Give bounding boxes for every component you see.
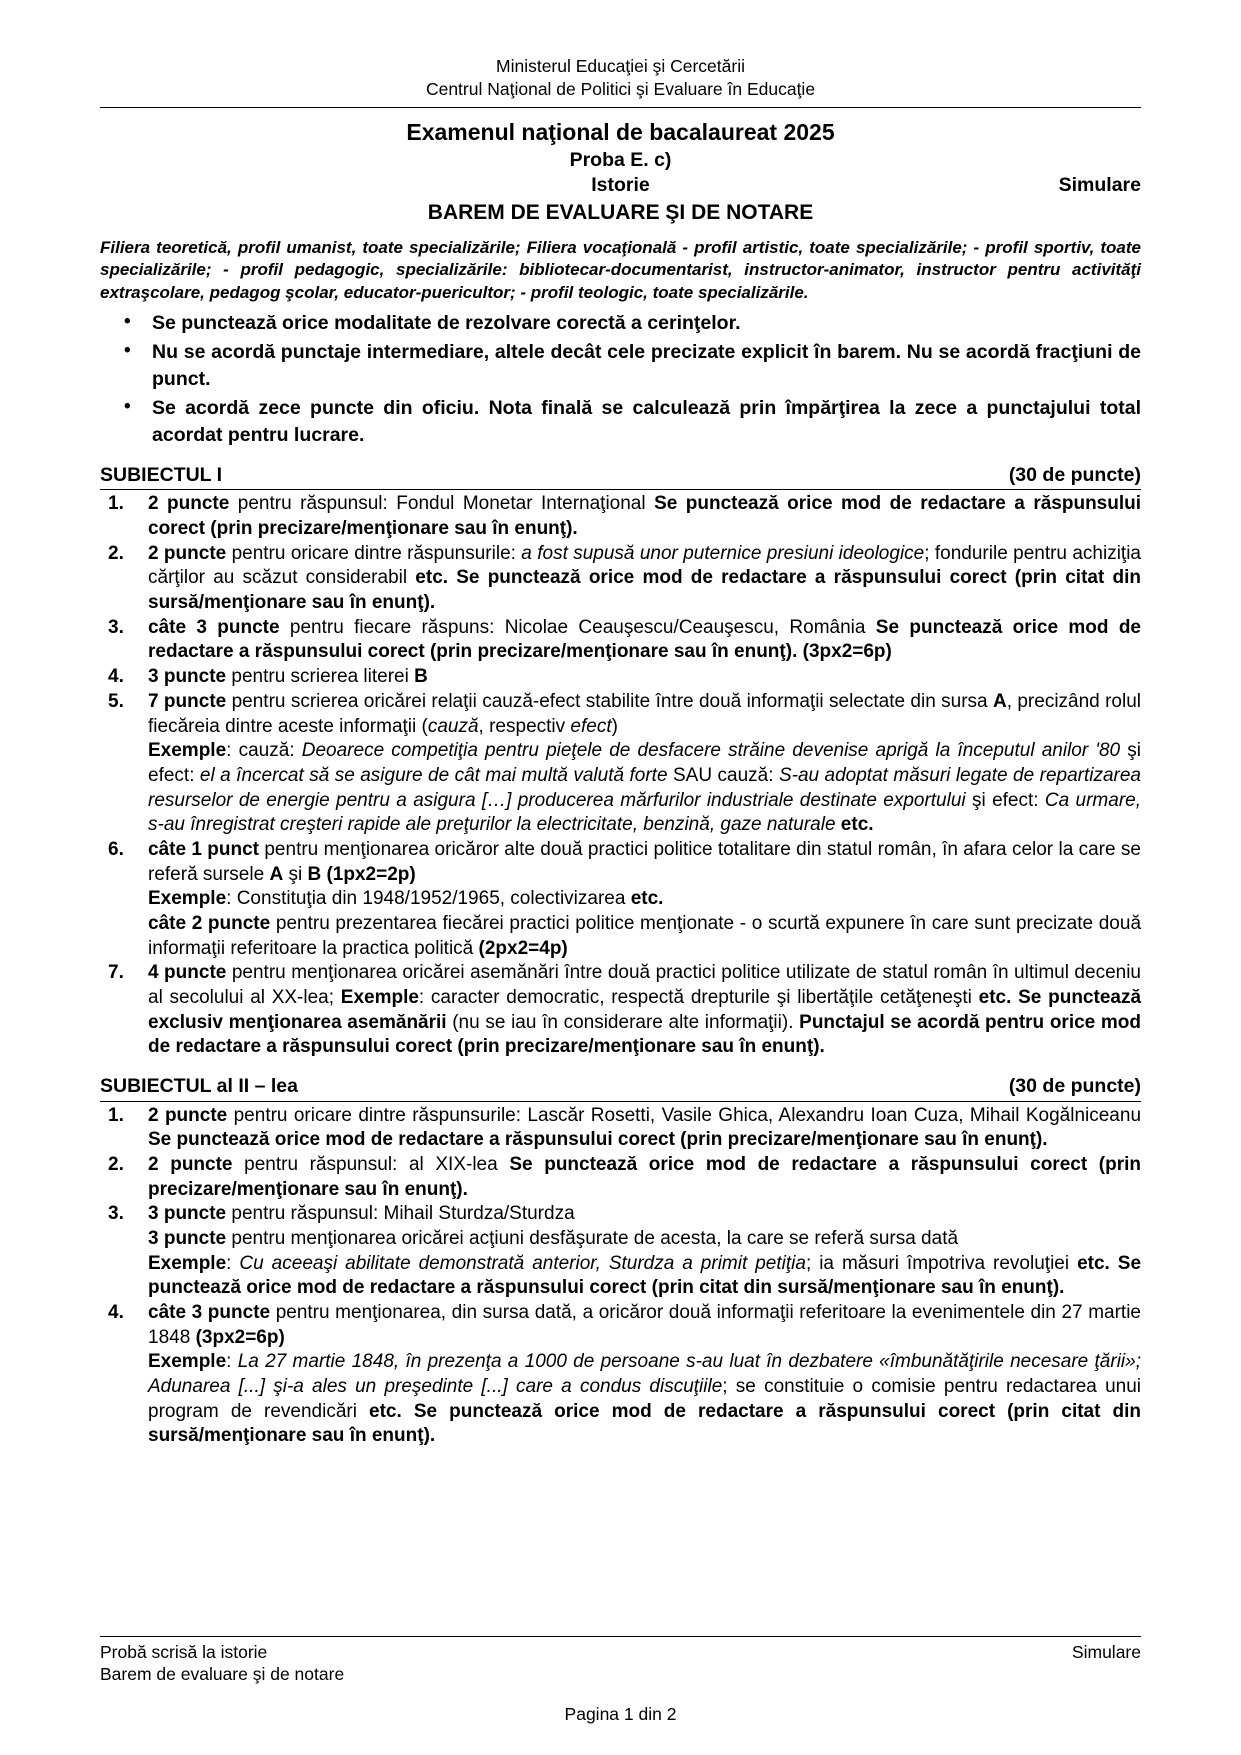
title-block [100,118,1141,227]
footer-left-1: Probă scrisă la istorie [100,1641,268,1662]
barem-item [100,838,1141,961]
footer-divider [100,1636,1141,1637]
section-1-points: (30 de puncte) [1008,464,1141,487]
proba-label: Proba E. c) [569,148,672,171]
ministry-line-1: Ministerul Educaţiei şi Cercetării [496,56,745,76]
barem-item-text: 3 puncte pentru răspunsul: Mihail Sturdza/Sturdza 3 puncte pentru menţionarea oricărei acţiuni desfăşurate de acesta, la care se referă sursa dată Exemple: Cu aceeaşi abilitate demonstrată anterior, Sturdza a primit petiţia; ia măsuri împotriva revoluţiei etc. Se punctează orice mod de redactare a răspunsului corect (prin citat din sursă/menţionare sau în enunţ). [148,1203,1142,1299]
barem-item-text: 2 puncte pentru răspunsul: Fondul Monetar Internaţional Se punctează orice mod de redactare a răspunsului corect (prin precizare/menţionare sau în enunţ). [148,493,1142,540]
barem-item-number: 1. [108,1104,124,1126]
barem-item [100,542,1141,616]
barem-item-number: 4. [108,666,124,688]
barem-item [100,1153,1141,1202]
barem-item [100,1104,1141,1153]
barem-item [100,616,1141,665]
section-1-items [100,492,1141,1060]
barem-item-text: câte 3 puncte pentru fiecare răspuns: Nicolae Ceauşescu/Ceauşescu, România Se punctează orice mod de redactare a răspunsului corect (prin precizare/menţionare sau în enunţ). (3px2=6p) [148,616,1142,663]
footer-row-2 [100,1663,1141,1686]
barem-item [100,665,1141,690]
barem-item-text: 4 puncte pentru menţionarea oricărei asemănări între două practici politice utilizate de statul român în ultimul deceniu al secolului al XX-lea; Exemple: caracter democratic, respectă drepturile şi libertăţile cetăţeneşti etc. Se punctează exclusiv menţionarea asemănării (nu se iau în considerare alte informaţii). Punctajul se acordă pentru orice mod de redactare a răspunsului corect (prin precizare/menţionare sau în enunţ). [148,962,1142,1058]
barem-item [100,690,1141,838]
page-number: Pagina 1 din 2 [564,1704,677,1724]
barem-item-number: 4. [108,1302,124,1324]
grading-notes [100,310,1141,449]
footer-session: Simulare [1071,1641,1141,1662]
exam-title: Examenul naţional de bacalaureat 2025 [406,119,835,146]
header-divider [100,107,1141,108]
barem-item [100,1202,1141,1301]
section-1-title: SUBIECTUL I [100,464,223,487]
subject-name: Istorie [591,173,650,196]
barem-item-text: câte 3 puncte pentru menţionarea, din sursa dată, a oricăror două informaţii referitoare la evenimentele din 27 martie 1848 (3px2=6p) Exemple: La 27 martie 1848, în prezenţa a 1000 de persoane s-au luat în dezbatere «îmbunătăţirile necesare ţării»; Adunarea [...] şi-a ales un preşedinte [...] care a condus discuţiile; se constituie o comisie pentru redactarea unui program de revendicări etc. Se punctează orice mod de redactare a răspunsului corect (prin citat din sursă/menţionare sau în enunţ). [148,1302,1141,1447]
grading-note: • Nu se acordă punctaje intermediare, altele decât cele precizate explicit în barem. Nu se acordă fracţiuni de punct. [152,339,1141,393]
section-2-items [100,1104,1141,1450]
barem-item-text: 7 puncte pentru scrierea oricărei relaţii cauză-efect stabilite între două informaţii selectate din sursa A, precizând rolul fiecăreia dintre aceste informaţii (cauză, respectiv efect) Exemple: cauză: Deoarece competiţia pentru pieţele de desfacere străine devenise aprigă la începutul anilor '80 şi efect: el a încercat să se asigure de cât mai multă valută forte SAU cauză: S-au adoptat măsuri legate de repartizarea resurselor de energie pentru a asigura […] producerea mărfurilor industriale destinate exportului şi efect: Ca urmare, s-au înregistrat creşteri rapide ale preţurilor la electricitate, benzină, gaze naturale etc. [148,690,1142,836]
barem-item-number: 3. [108,616,124,638]
barem-item-number: 2. [108,1153,124,1175]
barem-item-number: 7. [108,962,124,984]
section-heading-1 [100,463,1141,490]
section-heading-2 [100,1074,1141,1101]
barem-item-number: 5. [108,690,124,712]
barem-item-number: 1. [108,493,124,515]
barem-item-number: 3. [108,1203,124,1225]
footer-row-1 [100,1641,1141,1664]
ministry-header [100,55,1141,101]
grading-note: • Se acordă zece puncte din oficiu. Nota finală se calculează prin împărţirea la zece a punctajului total acordat pentru lucrare. [152,395,1141,449]
barem-item [100,1301,1141,1449]
footer-left-2: Barem de evaluare şi de notare [100,1664,345,1685]
barem-item [100,961,1141,1060]
ministry-line-2: Centrul Naţional de Politici şi Evaluare în Educaţie [425,79,816,100]
barem-item-text: 3 puncte pentru scrierea literei B [148,666,428,688]
barem-item-text: 2 puncte pentru oricare dintre răspunsurile: Lascăr Rosetti, Vasile Ghica, Alexandru Ioan Cuza, Mihail Kogălniceanu Se punctează orice mod de redactare a răspunsului corect (prin precizare/menţionare sau în enunţ). [148,1104,1142,1151]
barem-item-number: 2. [108,542,124,564]
barem-item [100,492,1141,541]
barem-item-number: 6. [108,838,124,860]
section-2-points: (30 de puncte) [1008,1075,1141,1098]
barem-item-text: 2 puncte pentru oricare dintre răspunsurile: a fost supusă unor puternice presiuni ideologice; fondurile pentru achiziţia cărţilor au scăzut considerabil etc. Se punctează orice mod de redactare a răspunsului corect (prin citat din sursă/menţionare sau în enunţ). [148,542,1142,614]
section-2-title: SUBIECTUL al II – lea [100,1075,298,1098]
subject-session-row [100,173,1141,198]
session-name: Simulare [1058,173,1141,196]
grading-note: • Se punctează orice modalitate de rezolvare corectă a cerinţelor. [152,310,1141,337]
barem-title: BAREM DE EVALUARE ŞI DE NOTARE [427,201,814,225]
barem-item-text: câte 1 punct pentru menţionarea oricăror alte două practici politice totalitare din statul român, în afara celor la care se referă sursele A şi B (1px2=2p) Exemple: Constituţia din 1948/1952/1965, colectivizarea etc. câte 2 puncte pentru prezentarea fiecărei practici politice menţionate - o scurtă expunere în care sunt precizate două informaţii referitoare la practica politică (2px2=4p) [148,838,1142,959]
barem-item-text: 2 puncte pentru răspunsul: al XIX-lea Se punctează orice mod de redactare a răspunsului corect (prin precizare/menţionare sau în enunţ). [148,1153,1142,1200]
filiera-description: Filiera teoretică, profil umanist, toate specializările; Filiera vocaţională - profil artistic, toate specializările; - profil sportiv, toate specializările; - profil pedagogic, specializările: bibliotecar-documentarist, instructor-animator, instructor pentru activităţi extraşcolare, pedagog şcolar, educator-puericultor; - profil teologic, toate specializările. [100,237,1141,302]
page-footer [100,1636,1141,1726]
